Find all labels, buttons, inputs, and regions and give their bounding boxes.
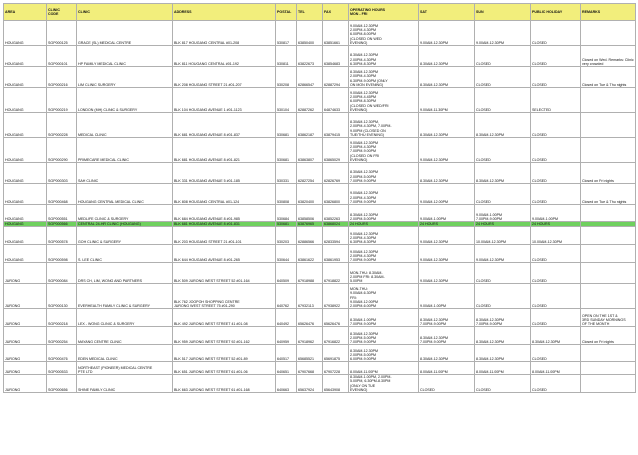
cell-fax: 67918822	[323, 263, 349, 284]
table-row	[4, 46, 636, 67]
cell-public-holiday: 8.30AM-12.30PM	[531, 327, 581, 345]
cell-clinic-name: SAH CLINIC	[77, 163, 173, 184]
cell-public-holiday: CLOSED	[531, 345, 581, 362]
cell-tel: 67918988	[297, 263, 323, 284]
cell-fax: 63868024	[323, 222, 349, 227]
cell-sat: 9.00AM-12.30PM	[419, 245, 475, 263]
table-row	[4, 113, 636, 138]
table-row	[4, 21, 636, 46]
cell-public-holiday: CLOSED	[531, 309, 581, 327]
cell-postal: 640517	[276, 345, 297, 362]
cell-fax: 65626476	[323, 309, 349, 327]
cell-sat: 9.00AM-12.30PM	[419, 138, 475, 163]
cell-clinic-name: MAYANG CENTRE CLINIC	[77, 327, 173, 345]
table-row	[4, 362, 636, 375]
cell-remarks: Closed on Wed. Remarks: Clinic very crowded	[581, 46, 636, 67]
cell-public-holiday: CLOSED	[531, 46, 581, 67]
cell-area: HOUGANG	[4, 227, 47, 245]
cell-area: JURONG	[4, 263, 47, 284]
cell-remarks	[581, 21, 636, 46]
cell-tel: 63822673	[297, 46, 323, 67]
cell-clinic-code: SGP000130	[47, 284, 77, 309]
cell-sat: 9.00AM-12.00PM	[419, 184, 475, 205]
table-row	[4, 375, 636, 393]
cell-postal: 530644	[276, 245, 297, 263]
cell-tel: 63861622	[297, 245, 323, 263]
cell-public-holiday: CLOSED	[531, 184, 581, 205]
table-row	[4, 67, 636, 88]
cell-clinic-code: SGP000578	[47, 227, 77, 245]
cell-fax: 63826800	[323, 184, 349, 205]
cell-public-holiday: CLOSED	[531, 113, 581, 138]
cell-remarks: Closed on Fri nights	[581, 327, 636, 345]
header-tel: TEL	[297, 4, 323, 21]
cell-area: HOUGANG	[4, 113, 47, 138]
cell-address: BLK 663 JURONG WEST STREET 61 #01-168	[173, 375, 276, 393]
cell-address: BLK 509 JURONG WEST STREET 52 #01-164	[173, 263, 276, 284]
cell-address: BLK 681 HOUGANG AVENUE 8 #01-837	[173, 113, 276, 138]
cell-clinic-name: EVERHEALTH FAMILY CLINIC & SURGERY	[77, 284, 173, 309]
header-sat: SAT	[419, 4, 475, 21]
cell-remarks	[581, 245, 636, 263]
cell-address: BLK 684 HOUGANG AVENUE 8 #01-985	[173, 205, 276, 222]
cell-sun: 8.30AM-12.30PM	[475, 113, 531, 138]
table-row	[4, 88, 636, 113]
cell-tel: 67932113	[297, 284, 323, 309]
cell-tel: 62866547	[297, 67, 323, 88]
cell-operating-hours: 9.00AM-12.30PM 2.00PM-4.30PM 7.00PM-9.00PM	[349, 245, 419, 263]
cell-area: HOUGANG	[4, 138, 47, 163]
table-row	[4, 309, 636, 327]
cell-address: BLK 762 JOOPOH SHOPPING CENTRE JURONG WEST STREET 75 #01-290	[173, 284, 276, 309]
cell-operating-hours: 9.00AM-12.30PM 2.00PM-4.30PM 7.00PM-9.00PM (CLOSED ON FRI EVENING)	[349, 138, 419, 163]
cell-clinic-code: SGP000125	[47, 21, 77, 46]
cell-area: HOUGANG	[4, 88, 47, 113]
header-remarks: REMARKS	[581, 4, 636, 21]
cell-operating-hours: 8.30AM-12.30PM 2.00PM-5.00PM	[349, 205, 419, 222]
cell-operating-hours: 8.00AM-11.00PM	[349, 362, 419, 375]
cell-sun: 9.00AM-12.30PM	[475, 245, 531, 263]
header-postal: POSTAL	[276, 4, 297, 21]
cell-fax: 65643908	[323, 375, 349, 393]
cell-area: JURONG	[4, 362, 47, 375]
cell-clinic-name: EDEN MEDICAL CLINIC	[77, 345, 173, 362]
header-clinic: CLINIC	[77, 4, 173, 21]
cell-clinic-code: SGP000656	[47, 375, 77, 393]
cell-postal: 640492	[276, 309, 297, 327]
table-row	[4, 263, 636, 284]
cell-remarks	[581, 113, 636, 138]
cell-fax: 63852263	[323, 205, 349, 222]
cell-sat: 9.00AM-1.00PM	[419, 205, 475, 222]
cell-public-holiday: CLOSED	[531, 21, 581, 46]
cell-fax: 62833594	[323, 227, 349, 245]
cell-sat: 8.30AM-12.30PM 7.00PM-9.00PM	[419, 309, 475, 327]
cell-remarks	[581, 205, 636, 222]
cell-address: BLK 811 HOUGANG CENTRAL #01-192	[173, 46, 276, 67]
cell-sat: 8.00AM-11.00PM	[419, 362, 475, 375]
cell-sat: 24 HOURS	[419, 222, 475, 227]
cell-clinic-name: LIM CLINIC SURGERY	[77, 67, 173, 88]
cell-clinic-name: PRIMECARE MEDICAL CLINIC	[77, 138, 173, 163]
cell-sat: 8.30AM-12.30PM	[419, 113, 475, 138]
cell-public-holiday: CLOSED	[531, 245, 581, 263]
cell-area: HOUGANG	[4, 67, 47, 88]
cell-remarks: OPEN ON THE 1ST & 3RD SUNDAY MORNINGS OF THE MONTH	[581, 309, 636, 327]
cell-fax: 67907228	[323, 362, 349, 375]
cell-sun: CLOSED	[475, 263, 531, 284]
cell-operating-hours: 9.00AM-12.30PM 2.00PM-4.30PM 6.30PM-8.30PM	[349, 227, 419, 245]
cell-clinic-name: HOUGANG CENTRAL MEDICAL CLINIC	[77, 184, 173, 205]
cell-fax: 67916822	[323, 327, 349, 345]
cell-clinic-code: SGP000218	[47, 309, 77, 327]
cell-tel: 65637924	[297, 375, 323, 393]
table-row	[4, 184, 636, 205]
cell-tel: 63862187	[297, 113, 323, 138]
cell-remarks	[581, 362, 636, 375]
cell-remarks	[581, 263, 636, 284]
cell-postal: 640762	[276, 284, 297, 309]
table-row	[4, 227, 636, 245]
cell-tel: 63858506	[297, 205, 323, 222]
cell-fax: 63861953	[323, 245, 349, 263]
cell-operating-hours: 8.30AM-1.00PM 7.00PM-9.00PM	[349, 309, 419, 327]
cell-sat: 9.00AM-12.30PM	[419, 263, 475, 284]
cell-sun: 9.00AM-1.00PM 7.00PM-9.00PM	[475, 205, 531, 222]
cell-remarks	[581, 375, 636, 393]
cell-tel: 62886566	[297, 227, 323, 245]
cell-operating-hours: 8.30AM-12.30PM 2.00PM-4.30PM 6.30PM-8.30PM	[349, 46, 419, 67]
cell-clinic-code: SGP000533	[47, 362, 77, 375]
cell-operating-hours: 8.30AM-12.30PM 2.00PM-5.00PM 7.00PM-9.00PM	[349, 163, 419, 184]
cell-fax: 64874633	[323, 88, 349, 113]
cell-address: BLK 203 HOUGANG STREET 21 #01-101	[173, 227, 276, 245]
cell-area: JURONG	[4, 284, 47, 309]
cell-sat: 9.00AM-11.30PM	[419, 88, 475, 113]
cell-area: JURONG	[4, 327, 47, 345]
cell-operating-hours: MON-THU: 8.30AM- 2.00PM FRI: 8.30AM- 5.00PM	[349, 263, 419, 284]
cell-operating-hours: 8.30AM-1.00PM, 2.00PM- 5.00PM, 6.30PM-8.30PM (ONLY ON TUE EVENING)	[349, 375, 419, 393]
cell-remarks	[581, 138, 636, 163]
cell-sat: 8.30AM-12.30PM	[419, 163, 475, 184]
cell-postal: 530203	[276, 227, 297, 245]
cell-sun: 9.00AM-12.30PM	[475, 21, 531, 46]
cell-remarks: Closed on Tue & Thu nights	[581, 184, 636, 205]
cell-operating-hours: 8.30AM-12.30PM 2.00PM-4.30PM 6.30PM-9.00PM (ONLY ON MON EVENING)	[349, 67, 419, 88]
cell-clinic-name: CENTRAL 24-HR CLINIC (HOUGANG)	[77, 222, 173, 227]
cell-public-holiday: CLOSED	[531, 138, 581, 163]
cell-postal: 640651	[276, 362, 297, 375]
cell-area: HOUGANG	[4, 205, 47, 222]
cell-area: HOUGANG	[4, 163, 47, 184]
cell-postal: 530104	[276, 88, 297, 113]
cell-sun: 24 HOURS	[475, 222, 531, 227]
cell-public-holiday: 9.00AM-1.00PM	[531, 205, 581, 222]
table-row	[4, 327, 636, 345]
cell-sat: 8.30AM-12.30PM	[419, 345, 475, 362]
cell-address: BLK 517 JURONG WEST STREET 52 #01-89	[173, 345, 276, 362]
cell-operating-hours: 9.00AM-12.30PM 2.00PM-4.30PM 7.00PM-9.00PM	[349, 184, 419, 205]
cell-postal: 530817	[276, 21, 297, 46]
cell-clinic-code: SGP000476	[47, 345, 77, 362]
cell-sun: CLOSED	[475, 67, 531, 88]
cell-remarks: Closed on Tue & Thu nights	[581, 67, 636, 88]
cell-fax: 63879415	[323, 113, 349, 138]
cell-clinic-name: MEDLIFE CLINIC & SURGERY	[77, 205, 173, 222]
cell-operating-hours: 8.30AM-12.30PM 2.00PM-5.00PM 6.00PM-9.00PM	[349, 345, 419, 362]
cell-area: HOUGANG	[4, 222, 47, 227]
cell-clinic-name: GRACE (SL) MEDICAL CENTRE	[77, 21, 173, 46]
cell-sun: 8.30AM-12.30PM	[475, 163, 531, 184]
cell-address: BLK 104 HOUGANG AVENUE 1 #01-1123	[173, 88, 276, 113]
header-address: ADDRESS	[173, 4, 276, 21]
cell-area: JURONG	[4, 309, 47, 327]
header-clinic-code: CLINIC CODE	[47, 4, 77, 21]
cell-fax: 65691875	[323, 345, 349, 362]
cell-fax: 67938922	[323, 284, 349, 309]
cell-area: HOUGANG	[4, 184, 47, 205]
cell-clinic-code: SGP000566	[47, 222, 77, 227]
cell-postal: 640959	[276, 327, 297, 345]
table-row	[4, 345, 636, 362]
cell-remarks	[581, 284, 636, 309]
header-area: AREA	[4, 4, 47, 21]
cell-tel: 62827254	[297, 163, 323, 184]
cell-area: JURONG	[4, 345, 47, 362]
cell-public-holiday: CLOSED	[531, 284, 581, 309]
cell-public-holiday: 24 HOURS	[531, 222, 581, 227]
cell-postal: 640663	[276, 375, 297, 393]
cell-tel: 67907668	[297, 362, 323, 375]
cell-address: BLK 331 HOUGANG AVENUE 5 #01-185	[173, 163, 276, 184]
cell-sat: 8.30AM-12.30PM 7.00PM-9.00PM	[419, 327, 475, 345]
cell-postal: 530208	[276, 67, 297, 88]
cell-sat: 9.00AM-12.30PM	[419, 227, 475, 245]
cell-sat: 8.30AM-12.30PM	[419, 46, 475, 67]
cell-postal: 530808	[276, 184, 297, 205]
cell-operating-hours: MON-THU: 9.00AM-6.30PM FRI: 9.00AM-12.00PM 2.00PM-6.00PM	[349, 284, 419, 309]
cell-sun: 8.30AM-12.30PM 7.00PM-9.00PM	[475, 309, 531, 327]
cell-clinic-name: HP FAMILY MEDICAL CLINIC	[77, 46, 173, 67]
cell-public-holiday: CLOSED	[531, 163, 581, 184]
cell-clinic-code: SGP000101	[47, 46, 77, 67]
cell-sun: 10.00AM-12.30PM	[475, 227, 531, 245]
cell-sat: CLOSED	[419, 375, 475, 393]
cell-sun: 8.00AM-11.00PM	[475, 362, 531, 375]
cell-clinic-code: SGP000216	[47, 67, 77, 88]
clinic-spreadsheet	[3, 3, 635, 393]
cell-sun: CLOSED	[475, 284, 531, 309]
cell-tel: 63863807	[297, 138, 323, 163]
cell-sun: CLOSED	[475, 138, 531, 163]
cell-tel: 67918962	[297, 327, 323, 345]
cell-tel: 63850400	[297, 21, 323, 46]
table-row	[4, 205, 636, 222]
cell-operating-hours: 8.30AM-12.30PM 2.00PM-5.00PM 7.00PM-9.00PM	[349, 327, 419, 345]
header-fax: FAX	[323, 4, 349, 21]
cell-public-holiday: CLOSED	[531, 263, 581, 284]
cell-sun: CLOSED	[475, 184, 531, 205]
cell-address: BLK 959 JURONG WEST STREET 92 #01-162	[173, 327, 276, 345]
cell-remarks	[581, 227, 636, 245]
cell-postal: 530681	[276, 222, 297, 227]
header-operating-hours: OPERATING HOURS MON - FRI	[349, 4, 419, 21]
cell-clinic-name: SHINE FAMILY CLINIC	[77, 375, 173, 393]
cell-clinic-name: DRS CH, LIM, WONG AND PARTNERS	[77, 263, 173, 284]
cell-fax: 63854683	[323, 46, 349, 67]
table-row	[4, 245, 636, 263]
cell-area: HOUGANG	[4, 21, 47, 46]
header-public-holiday: PUBLIC HOLIDAY	[531, 4, 581, 21]
cell-sun: 8.30AM-12.30PM	[475, 345, 531, 362]
cell-public-holiday: SELECTED	[531, 88, 581, 113]
cell-sun: 8.30AM-12.30PM	[475, 327, 531, 345]
cell-public-holiday: 8.00AM-11.00PM	[531, 362, 581, 375]
cell-clinic-code: SGP000290	[47, 138, 77, 163]
cell-sun: CLOSED	[475, 88, 531, 113]
cell-address: BLK 817 HOUGANG CENTRAL #01-208	[173, 21, 276, 46]
cell-public-holiday: CLOSED	[531, 67, 581, 88]
cell-postal: 530681	[276, 113, 297, 138]
cell-clinic-name: S. LEE CLINIC	[77, 245, 173, 263]
cell-area: JURONG	[4, 375, 47, 393]
cell-address: BLK 681 HOUGANG AVENUE 8 #01-821	[173, 138, 276, 163]
cell-operating-hours: 9.00AM-12.30PM 2.00PM-4.45PM 6.00PM-8.30PM (CLOSED ON WED/FRI EVENING)	[349, 88, 419, 113]
cell-clinic-code: SGP000254	[47, 327, 77, 345]
cell-clinic-code: SGP000551	[47, 205, 77, 222]
cell-tel: 63876965	[297, 222, 323, 227]
cell-clinic-name: LEX - WONG CLINIC & SURGERY	[77, 309, 173, 327]
cell-remarks	[581, 345, 636, 362]
cell-postal: 530684	[276, 205, 297, 222]
cell-address: BLK 681 HOUGANG AVENUE 8 #01-831	[173, 222, 276, 227]
cell-sun: CLOSED	[475, 375, 531, 393]
cell-public-holiday: 10.00AM-12.30PM	[531, 227, 581, 245]
cell-remarks	[581, 88, 636, 113]
cell-operating-hours: 8.30AM-12.30PM, 2.00PM-4.30PM, 7.00PM- 9.00PM (CLOSED ON TUE/THU EVENING)	[349, 113, 419, 138]
table-row	[4, 163, 636, 184]
cell-postal: 640509	[276, 263, 297, 284]
cell-clinic-code: SGP000219	[47, 88, 77, 113]
table-row	[4, 138, 636, 163]
cell-tel: 65626476	[297, 309, 323, 327]
table-row	[4, 284, 636, 309]
cell-sun: CLOSED	[475, 46, 531, 67]
cell-clinic-name: NORTHEAST (PIONEER) MEDICAL CENTRE PTE LTD	[77, 362, 173, 375]
cell-address: BLK 644 HOUGANG AVENUE 8 #01-265	[173, 245, 276, 263]
cell-postal: 530331	[276, 163, 297, 184]
cell-public-holiday: CLOSED	[531, 375, 581, 393]
cell-clinic-name: MEDICAL CLINIC	[77, 113, 173, 138]
cell-fax: 62826769	[323, 163, 349, 184]
cell-clinic-code: SGP000303	[47, 163, 77, 184]
cell-clinic-code: SGP000598	[47, 245, 77, 263]
cell-area: HOUGANG	[4, 46, 47, 67]
cell-sat: 9.00AM-12.30PM	[419, 21, 475, 46]
cell-sat: 8.30AM-12.30PM	[419, 67, 475, 88]
cell-clinic-name: GOH CLINIC & SURGERY	[77, 227, 173, 245]
cell-fax: 63865029	[323, 138, 349, 163]
cell-fax: 62887294	[323, 67, 349, 88]
cell-clinic-code: SGP000084	[47, 263, 77, 284]
cell-tel: 65685521	[297, 345, 323, 362]
table-body	[4, 21, 636, 393]
cell-postal: 530681	[276, 138, 297, 163]
cell-postal: 530811	[276, 46, 297, 67]
cell-remarks: Closed on Fri nights	[581, 163, 636, 184]
header-sun: SUN	[475, 4, 531, 21]
header-row	[4, 4, 636, 21]
cell-fax: 63851661	[323, 21, 349, 46]
cell-sat: 9.00AM-1.00PM	[419, 284, 475, 309]
cell-tel: 63820400	[297, 184, 323, 205]
cell-operating-hours: 9.00AM-12.30PM 2.00PM-4.30PM 6.00PM-8.00PM (CLOSED ON WED EVENING)	[349, 21, 419, 46]
cell-clinic-code: SGP000228	[47, 113, 77, 138]
cell-address: BLK 492 JURONG WEST STREET 41 #01-08	[173, 309, 276, 327]
cell-clinic-code: SGP000468	[47, 184, 77, 205]
cell-clinic-name: LONDON (MH) CLINIC & SURGERY	[77, 88, 173, 113]
cell-address: BLK 208 HOUGANG STREET 21 #01-207	[173, 67, 276, 88]
clinic-table	[3, 3, 636, 393]
cell-tel: 62887262	[297, 88, 323, 113]
cell-address: BLK 651 JURONG WEST STREET 61 #01-06	[173, 362, 276, 375]
cell-operating-hours: 24 HOURS	[349, 222, 419, 227]
cell-area: HOUGANG	[4, 245, 47, 263]
cell-address: BLK 808 HOUGANG CENTRAL #01-124	[173, 184, 276, 205]
